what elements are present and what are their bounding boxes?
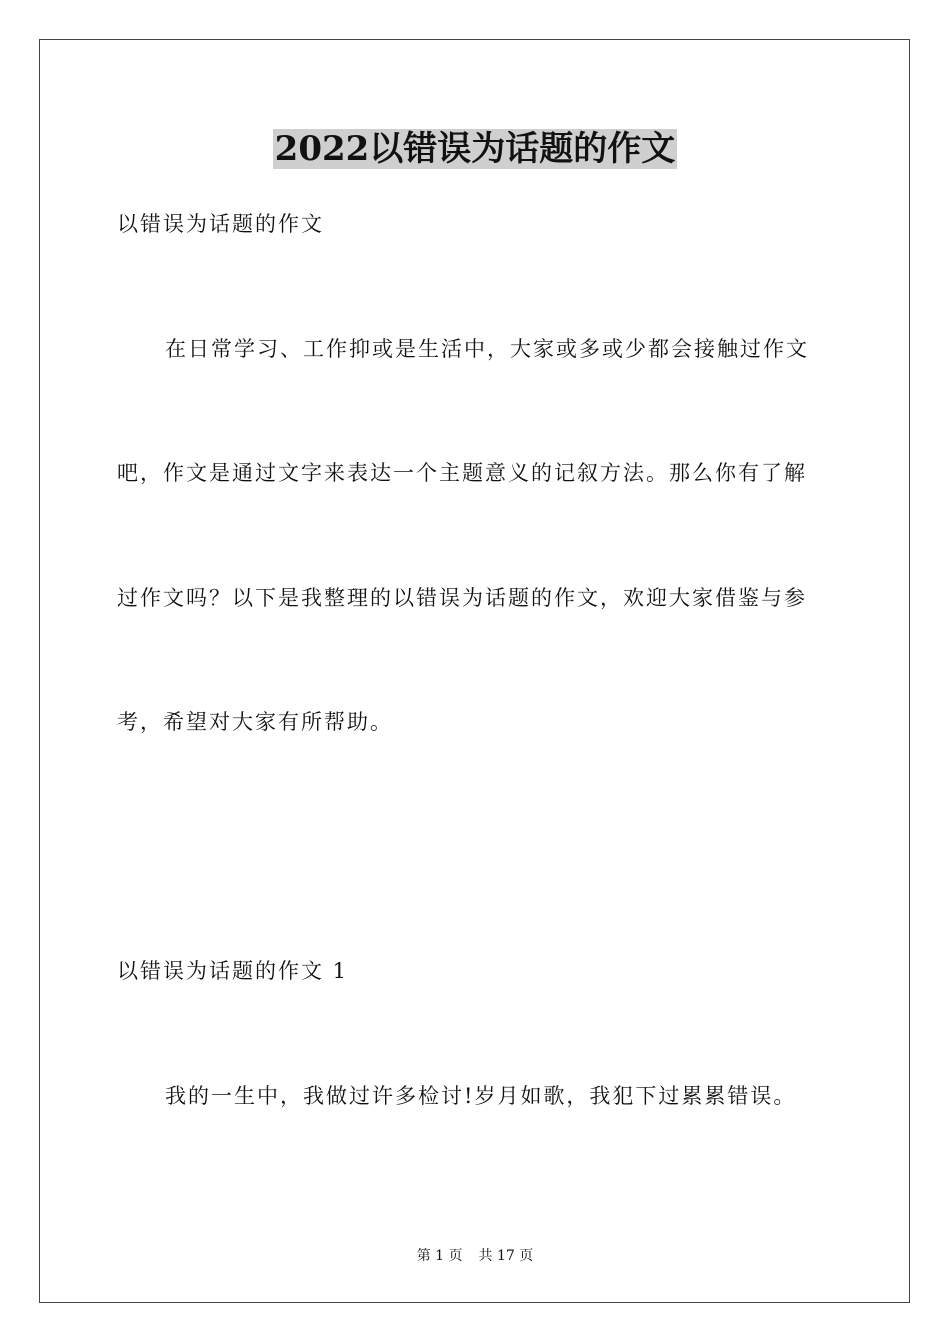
section-first-line: 我的一生中，我做过许多检讨!岁月如歌，我犯下过累累错误。 <box>165 1084 797 1108</box>
page-footer <box>0 1246 950 1266</box>
intro-line-4: 考，希望对大家有所帮助。 <box>117 710 393 734</box>
page-number-current: 第 1 页 <box>416 1248 463 1264</box>
document-title-text: 2022以错误为话题的作文 <box>274 129 676 169</box>
section-heading: 以错误为话题的作文 1 <box>117 959 349 983</box>
page-number-total: 共 17 页 <box>478 1248 534 1264</box>
document-subtitle: 以错误为话题的作文 <box>117 212 324 236</box>
document-title <box>0 126 950 172</box>
intro-line-2: 吧，作文是通过文字来表达一个主题意义的记叙方法。那么你有了解 <box>117 461 807 485</box>
intro-line-1: 在日常学习、工作抑或是生活中，大家或多或少都会接触过作文 <box>165 337 809 361</box>
intro-line-3: 过作文吗？以下是我整理的以错误为话题的作文，欢迎大家借鉴与参 <box>117 586 807 610</box>
